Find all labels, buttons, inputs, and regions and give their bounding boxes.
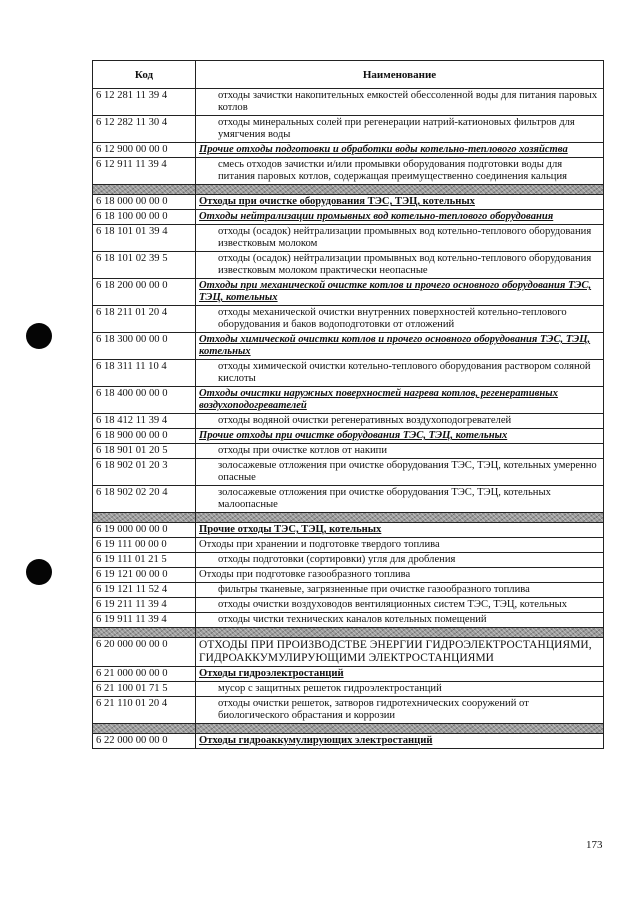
row-code: 6 18 000 00 00 0 <box>93 195 196 210</box>
row-name: Отходы при подготовке газообразного топлива <box>196 568 604 583</box>
table-row <box>93 429 604 444</box>
row-name: отходы подготовки (сортировки) угля для дробления <box>196 553 604 568</box>
table-row <box>93 613 604 628</box>
row-code: 6 19 121 11 52 4 <box>93 583 196 598</box>
row-name: отходы механической очистки внутренних поверхностей котельно-теплового оборудования и баков водоподготовки от отложений <box>196 306 604 333</box>
row-name: смесь отходов зачистки и/или промывки оборудования подготовки воды для питания паровых котлов, содержащая преимущественно соединения кальция <box>196 158 604 185</box>
section-separator <box>93 185 604 195</box>
table-row <box>93 225 604 252</box>
table-row <box>93 360 604 387</box>
table-row <box>93 195 604 210</box>
table-row <box>93 583 604 598</box>
row-name: золосажевые отложения при очистке оборудования ТЭС, ТЭЦ, котельных умеренно опасные <box>196 459 604 486</box>
row-name: отходы очистки воздуховодов вентиляционных систем ТЭС, ТЭЦ, котельных <box>196 598 604 613</box>
row-name: отходы (осадок) нейтрализации промывных вод котельно-теплового оборудования известковым молоком <box>196 225 604 252</box>
row-code: 6 18 101 02 39 5 <box>93 252 196 279</box>
row-name: отходы (осадок) нейтрализации промывных вод котельно-теплового оборудования известковым молоком практически неопасные <box>196 252 604 279</box>
row-code: 6 18 901 01 20 5 <box>93 444 196 459</box>
row-name: Отходы химической очистки котлов и прочего основного оборудования ТЭС, ТЭЦ, котельных <box>196 333 604 360</box>
row-name: мусор с защитных решеток гидроэлектростанций <box>196 682 604 697</box>
row-name: отходы очистки решеток, затворов гидротехнических сооружений от биологического обрастания и коррозии <box>196 697 604 724</box>
table-row <box>93 638 604 667</box>
table-row <box>93 697 604 724</box>
table-row <box>93 598 604 613</box>
table-header-row <box>93 61 604 89</box>
row-name: Отходы гидроаккумулирующих электростанций <box>196 734 604 749</box>
row-code: 6 21 110 01 20 4 <box>93 697 196 724</box>
table-row <box>93 89 604 116</box>
table-row <box>93 568 604 583</box>
row-code: 6 18 100 00 00 0 <box>93 210 196 225</box>
row-code: 6 19 111 00 00 0 <box>93 538 196 553</box>
table-row <box>93 523 604 538</box>
table-row <box>93 538 604 553</box>
row-name: Прочие отходы ТЭС, ТЭЦ, котельных <box>196 523 604 538</box>
table-row <box>93 667 604 682</box>
table-row <box>93 414 604 429</box>
table-row <box>93 682 604 697</box>
row-name: Отходы при хранении и подготовке твердого топлива <box>196 538 604 553</box>
table-row <box>93 734 604 749</box>
row-code: 6 12 911 11 39 4 <box>93 158 196 185</box>
row-name: Отходы очистки наружных поверхностей нагрева котлов, регенеративных воздухоподогревателей <box>196 387 604 414</box>
row-code: 6 18 311 11 10 4 <box>93 360 196 387</box>
row-name: отходы при очистке котлов от накипи <box>196 444 604 459</box>
row-code: 6 18 902 01 20 3 <box>93 459 196 486</box>
row-name: Прочие отходы при очистке оборудования ТЭС, ТЭЦ, котельных <box>196 429 604 444</box>
table-row <box>93 333 604 360</box>
row-name: Прочие отходы подготовки и обработки воды котельно-теплового хозяйства <box>196 143 604 158</box>
header-name: Наименование <box>196 61 604 89</box>
table-row <box>93 486 604 513</box>
table-row <box>93 459 604 486</box>
table-row <box>93 252 604 279</box>
row-code: 6 19 911 11 39 4 <box>93 613 196 628</box>
row-code: 6 18 101 01 39 4 <box>93 225 196 252</box>
row-name: отходы зачистки накопительных емкостей обессоленной воды для питания паровых котлов <box>196 89 604 116</box>
table-row <box>93 143 604 158</box>
table-row <box>93 210 604 225</box>
row-code: 6 18 900 00 00 0 <box>93 429 196 444</box>
row-code: 6 19 111 01 21 5 <box>93 553 196 568</box>
row-name: Отходы гидроэлектростанций <box>196 667 604 682</box>
table-row <box>93 158 604 185</box>
row-name: отходы химической очистки котельно-теплового оборудования раствором соляной кислоты <box>196 360 604 387</box>
row-name: ОТХОДЫ ПРИ ПРОИЗВОДСТВЕ ЭНЕРГИИ ГИДРОЭЛЕКТРОСТАНЦИЯМИ, ГИДРОАККУМУЛИРУЮЩИМИ ЭЛЕКТРОСТАНЦИЯМИ <box>196 638 604 667</box>
row-name: Отходы при очистке оборудования ТЭС, ТЭЦ, котельных <box>196 195 604 210</box>
row-code: 6 19 000 00 00 0 <box>93 523 196 538</box>
row-code: 6 19 211 11 39 4 <box>93 598 196 613</box>
section-separator <box>93 724 604 734</box>
section-separator <box>93 513 604 523</box>
row-code: 6 18 300 00 00 0 <box>93 333 196 360</box>
row-name: отходы минеральных солей при регенерации натрий-катионовых фильтров для умягчения воды <box>196 116 604 143</box>
row-code: 6 19 121 00 00 0 <box>93 568 196 583</box>
row-code: 6 18 412 11 39 4 <box>93 414 196 429</box>
row-code: 6 22 000 00 00 0 <box>93 734 196 749</box>
row-code: 6 18 400 00 00 0 <box>93 387 196 414</box>
table-row <box>93 279 604 306</box>
punch-hole-bottom <box>26 559 52 585</box>
table-row <box>93 116 604 143</box>
table-row <box>93 444 604 459</box>
row-name: отходы водяной очистки регенеративных воздухоподогревателей <box>196 414 604 429</box>
table-row <box>93 306 604 333</box>
table-row <box>93 553 604 568</box>
row-code: 6 18 902 02 20 4 <box>93 486 196 513</box>
row-code: 6 18 200 00 00 0 <box>93 279 196 306</box>
row-name: Отходы при механической очистке котлов и прочего основного оборудования ТЭС, ТЭЦ, котельных <box>196 279 604 306</box>
header-code: Код <box>93 61 196 89</box>
table-row <box>93 387 604 414</box>
row-code: 6 12 900 00 00 0 <box>93 143 196 158</box>
row-code: 6 20 000 00 00 0 <box>93 638 196 667</box>
row-name: золосажевые отложения при очистке оборудования ТЭС, ТЭЦ, котельных малоопасные <box>196 486 604 513</box>
punch-hole-top <box>26 323 52 349</box>
page-number: 173 <box>586 839 603 851</box>
section-separator <box>93 628 604 638</box>
row-name: отходы чистки технических каналов котельных помещений <box>196 613 604 628</box>
row-code: 6 18 211 01 20 4 <box>93 306 196 333</box>
waste-classification-table <box>92 60 604 749</box>
row-code: 6 12 281 11 39 4 <box>93 89 196 116</box>
row-name: фильтры тканевые, загрязненные при очистке газообразного топлива <box>196 583 604 598</box>
row-code: 6 12 282 11 30 4 <box>93 116 196 143</box>
row-code: 6 21 100 01 71 5 <box>93 682 196 697</box>
row-name: Отходы нейтрализации промывных вод котельно-теплового оборудования <box>196 210 604 225</box>
row-code: 6 21 000 00 00 0 <box>93 667 196 682</box>
